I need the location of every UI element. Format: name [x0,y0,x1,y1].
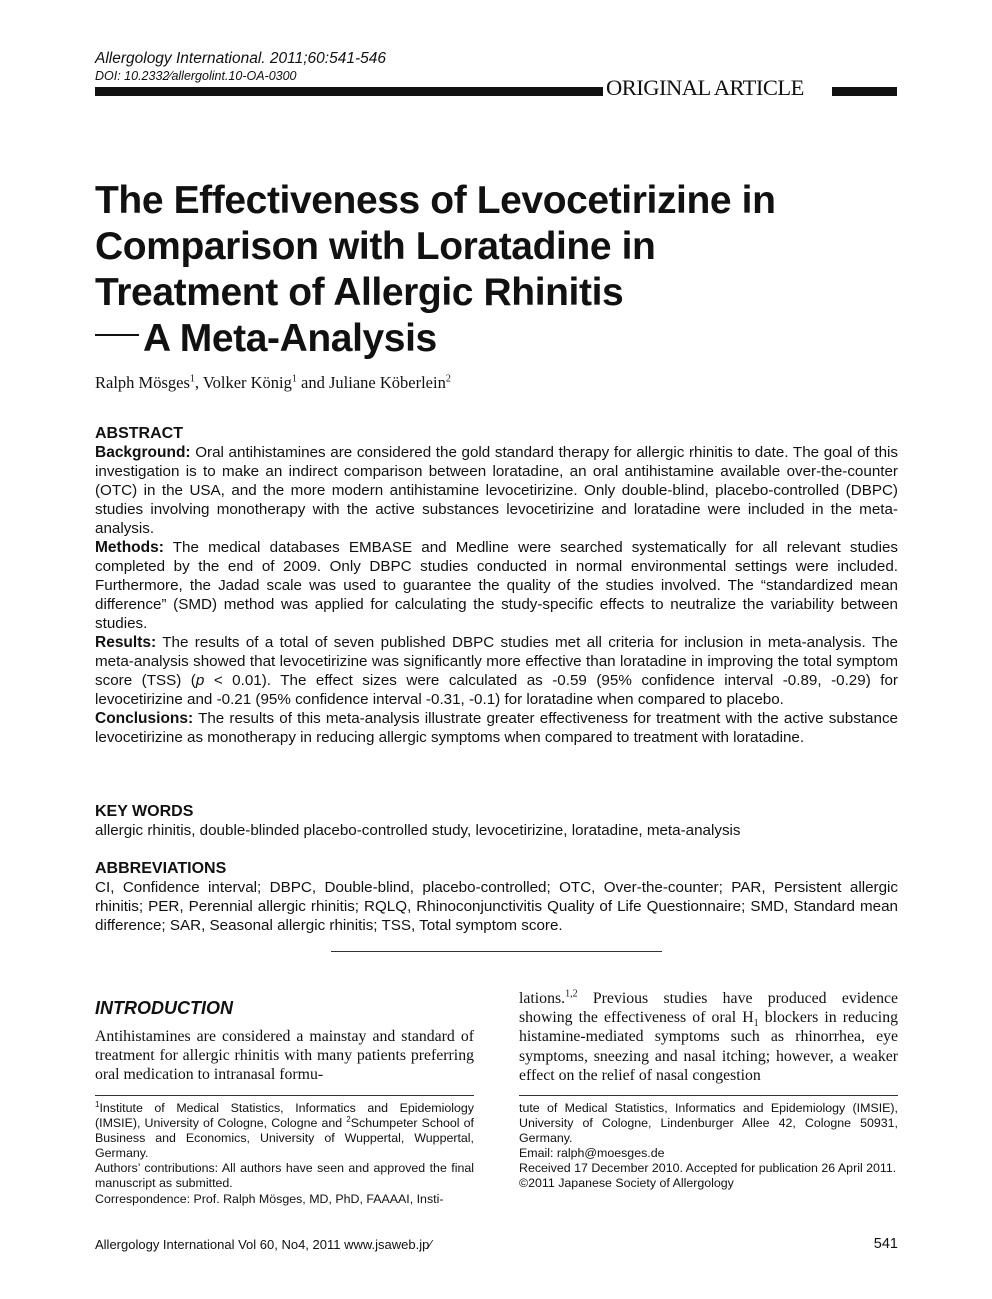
header-rule-left [95,87,603,96]
footnotes-left [95,1101,474,1207]
author-3-affiliation: 2 [445,373,451,385]
author-1: Ralph Mösges [95,373,190,392]
p-value-symbol: p [195,672,205,689]
received-accepted: Received 17 December 2010. Accepted for publication 26 April 2011. [519,1161,897,1176]
email[interactable]: Email: ralph@moesges.de [519,1146,665,1161]
title-subtitle: A Meta-Analysis [143,317,437,360]
author-list: Ralph Mösges$^1$, Volker König$^1$ and Juliane Köberlein$^2$ [95,373,451,392]
author-1-affiliation: 1 [189,373,195,385]
copyright: ©2011 Japanese Society of Allergology [519,1176,734,1191]
abstract-heading: ABSTRACT [95,425,183,442]
footnote-rule-right [519,1095,898,1096]
introduction-left-column: Antihistamines are considered a mainstay and standard of treatment for allergic rhinitis with many patients preferring oral medication to intranasal formu- [95,1028,474,1084]
title-line-1: The Effectiveness of Levocetirizine in [95,179,776,222]
introduction-right-column [519,989,898,1085]
author-2: Volker König [202,373,292,392]
affiliation-2-marker: 2 [346,1114,351,1124]
keywords-heading: KEY WORDS [95,803,194,820]
article-title [95,178,915,362]
abstract-results [95,633,898,709]
header-rule-right [832,87,897,96]
author-conjunction: and [301,373,325,392]
affiliation-1: Institute of Medical Statistics, Informatics and Epidemiology (IMSIE), University of Cologne, Cologne and [95,1101,474,1131]
title-line-2: Comparison with Loratadine in [95,225,656,268]
background-text: Oral antihistamines are considered the gold standard therapy for allergic rhinitis to date. The goal of this investigation is to make an indirect comparison between loratadine, an oral antihistamine available over-the-counter (OTC) in the USA, and the more modern antihistamine levocetirizine. Only double-blind, placebo-controlled (DBPC) studies involving monotherapy with the active substances levocetirizine and loratadine were included in the meta-analysis. [95,444,898,537]
affiliations [95,1101,474,1161]
keywords-text: allergic rhinitis, double-blinded placebo-controlled study, levocetirizine, loratadine, meta-analysis [95,822,741,839]
abstract-background [95,443,898,538]
abstract-methods [95,538,898,633]
h1-subscript: 1 [753,1018,759,1030]
affiliation-2: Schumpeter School of Business and Economics, University of Wuppertal, Wuppertal, Germany. [95,1116,474,1161]
author-contributions: Authors’ contributions: All authors have seen and approved the final manuscript as submitted. [95,1161,474,1191]
title-line-4 [95,316,915,362]
title-line-3: Treatment of Allergic Rhinitis [95,271,624,314]
intro-right-text-3: blockers in reducing histamine-mediated symptoms such as rhinorrhea, eye symptoms, sneezing and nasal itching; however, a weaker effect on the relief of nasal congestion [519,1009,898,1084]
conclusions-text: The results of this meta-analysis illustrate greater effectiveness for treatment with the active substance levocetirizine as monotherapy in reducing allergic symptoms when compared to treatment with loratadine. [95,710,898,746]
introduction-heading: INTRODUCTION [95,998,233,1018]
abstract-conclusions [95,709,898,747]
abbreviations-text: CI, Confidence interval; DBPC, Double-blind, placebo-controlled; OTC, Over-the-counter; PAR, Persistent allergic rhinitis; PER, Perennial allergic rhinitis; RQLQ, Rhinoconjunctivitis Quality of Life Questionnaire; SMD, Standard mean difference; SAR, Seasonal allergic rhinitis; TSS, Total symptom score. [95,879,898,934]
results-text-1: The results of a total of seven published DBPC studies met all criteria for inclusion in meta-analysis. The meta-analysis showed that levocetirizine was significantly more effective than loratadine in improving the total symptom score (TSS) ( [95,634,898,689]
journal-citation: Allergology International. 2011;60:541-546 [95,50,386,67]
abbreviations-section [95,859,898,935]
keywords-section [95,802,898,840]
affiliation-1-marker: 1 [95,1099,100,1109]
footnote-rule-left [95,1095,474,1096]
conclusions-label: Conclusions: [95,710,194,727]
doi: DOI: 10.2332⁄allergolint.10-OA-0300 [95,69,297,83]
author-2-affiliation: 1 [291,373,297,385]
correspondence: Correspondence: Prof. Ralph Mösges, MD, PhD, FAAAAI, Insti- [95,1191,444,1206]
results-label: Results: [95,634,157,651]
methods-text: The medical databases EMBASE and Medline were searched systematically for all relevant studies completed by the end of 2009. Only DBPC studies conducted in normal environmental settings were included. Furthermore, the Jadad scale was used to guarantee the quality of the studies involved. The “standardized mean difference” (SMD) method was applied for calculating the study-specific effects to neutralize the variability between studies. [95,539,898,632]
section-divider [331,951,662,952]
article-type: ORIGINAL ARTICLE [606,75,804,100]
methods-label: Methods: [95,539,164,556]
results-text-2: < 0.01). The effect sizes were calculated as -0.59 (95% confidence interval -0.89, -0.29) for levocetirizine and -0.21 (95% confidence interval -0.31, -0.1) for loratadine when compared to placebo. [95,672,898,708]
em-dash [95,334,139,336]
background-label: Background: [95,444,191,461]
citation-ref: 1,2 [565,988,578,1000]
abstract [95,424,898,747]
intro-right-text-2: Previous studies have produced evidence showing the effectiveness of oral H [519,990,898,1027]
correspondence-continued: tute of Medical Statistics, Informatics and Epidemiology (IMSIE), University of Cologne, Lindenburger Allee 42, Cologne 50931, Germany. [519,1101,898,1146]
abbreviations-heading: ABBREVIATIONS [95,860,227,877]
page-number: 541 [873,1236,898,1252]
author-3: Juliane Köberlein [328,373,446,392]
footnotes-right [519,1101,898,1192]
intro-right-text-1: lations. [519,990,566,1007]
footer-journal-info: Allergology International Vol 60, No4, 2011 www.jsaweb.jp⁄ [95,1237,432,1252]
